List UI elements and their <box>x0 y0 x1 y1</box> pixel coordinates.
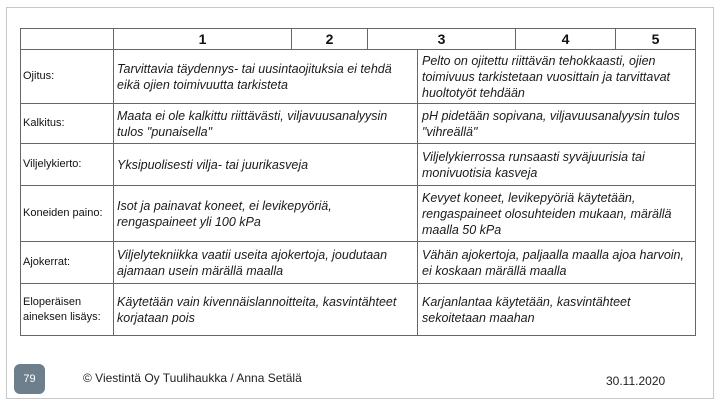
row-label-eloperaisen: Eloperäisen aineksen lisäys: <box>21 284 114 336</box>
cell-right: Viljelykierrossa runsaasti syväjuurisia tai monivuotisia kasveja <box>418 144 696 186</box>
cell-right: Pelto on ojitettu riittävän tehokkaasti, ojien toimivuus tarkistetaan vuosittain ja tarvittavat huoltotyöt tehdään <box>418 50 696 104</box>
row-label-viljelykierto: Viljelykierto: <box>21 144 114 186</box>
footer-date: 30.11.2020 <box>606 374 666 388</box>
header-col-1: 1 <box>114 29 292 50</box>
table-row <box>21 50 696 104</box>
header-row <box>21 29 696 50</box>
table-row <box>21 186 696 242</box>
row-label-ojitus: Ojitus: <box>21 50 114 104</box>
cell-right: Kevyet koneet, levikepyöriä käytetään, rengaspaineet olosuhteiden mukaan, märällä maalla 50 kPa <box>418 186 696 242</box>
cell-left: Tarvittavia täydennys- tai uusintaojituksia ei tehdä eikä ojien toimivuutta tarkisteta <box>114 50 418 104</box>
table-row <box>21 242 696 284</box>
cell-left: Käytetään vain kivennäislannoitteita, kasvintähteet korjataan pois <box>114 284 418 336</box>
header-col-3: 3 <box>368 29 516 50</box>
header-blank <box>21 29 114 50</box>
footer-copyright: © Viestintä Oy Tuulihaukka / Anna Setälä <box>83 371 302 385</box>
row-label-koneiden-paino: Koneiden paino: <box>21 186 114 242</box>
header-col-5: 5 <box>616 29 696 50</box>
table-row <box>21 144 696 186</box>
cell-left: Viljelytekniikka vaatii useita ajokertoja, joudutaan ajamaan usein märällä maalla <box>114 242 418 284</box>
cell-right: Karjanlantaa käytetään, kasvintähteet sekoitetaan maahan <box>418 284 696 336</box>
comparison-table <box>20 28 696 336</box>
cell-left: Isot ja painavat koneet, ei levikepyöriä, rengaspaineet yli 100 kPa <box>114 186 418 242</box>
cell-right: Vähän ajokertoja, paljaalla maalla ajoa harvoin, ei koskaan märällä maalla <box>418 242 696 284</box>
page-number-badge: 79 <box>14 364 45 394</box>
cell-left: Yksipuolisesti vilja- tai juurikasveja <box>114 144 418 186</box>
cell-right: pH pidetään sopivana, viljavuusanalyysin tulos "vihreällä" <box>418 104 696 144</box>
row-label-ajokerrat: Ajokerrat: <box>21 242 114 284</box>
table-row <box>21 284 696 336</box>
row-label-kalkitus: Kalkitus: <box>21 104 114 144</box>
cell-left: Maata ei ole kalkittu riittävästi, viljavuusanalyysin tulos "punaisella" <box>114 104 418 144</box>
header-col-2: 2 <box>292 29 368 50</box>
table-row <box>21 104 696 144</box>
header-col-4: 4 <box>516 29 616 50</box>
